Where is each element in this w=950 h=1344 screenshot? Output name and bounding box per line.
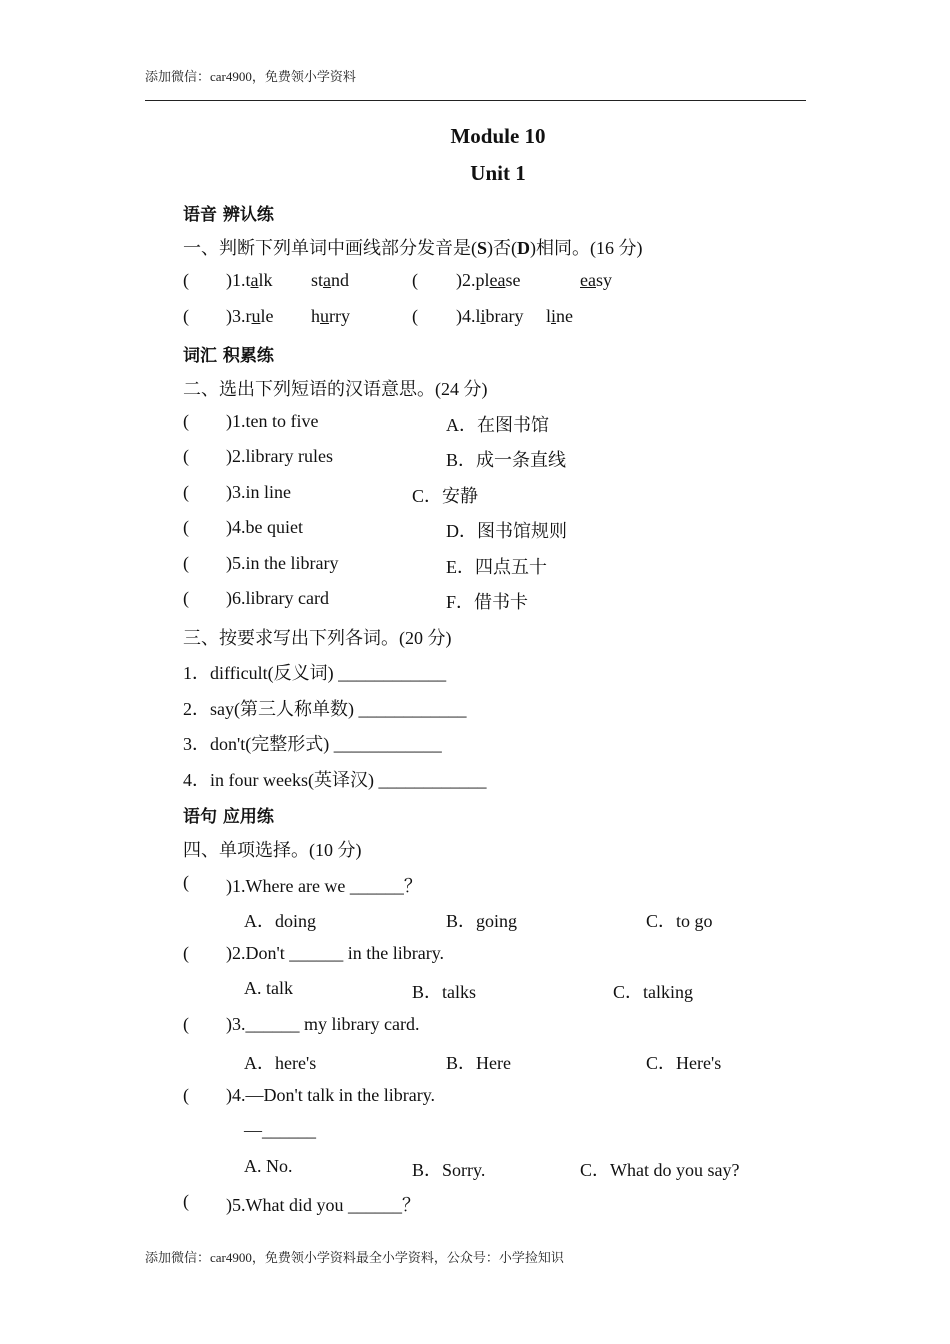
question-4: )4.—Don't talk in the library. bbox=[226, 1085, 436, 1105]
phonics-item-4-word1: )4.library bbox=[456, 306, 524, 326]
instruction-1: 一、判断下列单词中画线部分发音是(S)否(D)相同。(16 分) bbox=[183, 238, 643, 258]
meaning-f: F．借书卡 bbox=[446, 592, 529, 612]
section-heading-vocab: 词汇 积累练 bbox=[183, 346, 274, 366]
paren-4-3: ( bbox=[183, 1014, 189, 1034]
paren-1-3: ( bbox=[183, 306, 189, 326]
q1-option-c: C．to go bbox=[646, 911, 713, 931]
paren-2-6: ( bbox=[183, 588, 189, 608]
paren-4-5: ( bbox=[183, 1191, 189, 1211]
question-2: )2.Don't ______ in the library. bbox=[226, 943, 445, 963]
question-1: )1.Where are we ______？ bbox=[226, 876, 422, 896]
phrase-6: )6.library card bbox=[226, 588, 329, 608]
phrase-3: )3.in line bbox=[226, 482, 291, 502]
meaning-b: B．成一条直线 bbox=[446, 450, 567, 470]
phonics-item-2-word2: easy bbox=[580, 270, 612, 290]
paren-4-4: ( bbox=[183, 1085, 189, 1105]
phrase-5: )5.in the library bbox=[226, 553, 339, 573]
phrase-4: )4.be quiet bbox=[226, 517, 303, 537]
phonics-item-1-word1: )1.talk bbox=[226, 270, 273, 290]
word-task-1: 1．difficult(反义词) ____________ bbox=[183, 663, 447, 683]
paren-2-3: ( bbox=[183, 482, 189, 502]
q4-option-c: C．What do you say? bbox=[580, 1160, 740, 1180]
instruction-4: 四、单项选择。(10 分) bbox=[183, 840, 362, 860]
paren-2-5: ( bbox=[183, 553, 189, 573]
word-task-2: 2．say(第三人称单数) ____________ bbox=[183, 699, 467, 719]
phonics-item-3-word1: )3.rule bbox=[226, 306, 274, 326]
paren-2-2: ( bbox=[183, 446, 189, 466]
q2-option-c: C．talking bbox=[613, 982, 693, 1002]
unit-title: Unit 1 bbox=[470, 161, 526, 185]
page-footer: 添加微信：car4900，免费领小学资料最全小学资料，公众号：小学捡知识 bbox=[145, 1250, 564, 1265]
instruction-2: 二、选出下列短语的汉语意思。(24 分) bbox=[183, 379, 488, 399]
phonics-item-3-word2: hurry bbox=[311, 306, 350, 326]
q3-option-a: A．here's bbox=[244, 1053, 317, 1073]
q1-option-a: A．doing bbox=[244, 911, 316, 931]
meaning-e: E．四点五十 bbox=[446, 557, 547, 577]
phonics-item-2-word1: )2.please bbox=[456, 270, 521, 290]
page-header: 添加微信：car4900，免费领小学资料 bbox=[145, 69, 356, 84]
q4-option-b: B．Sorry. bbox=[412, 1160, 486, 1180]
meaning-d: D．图书馆规则 bbox=[446, 521, 567, 541]
module-title: Module 10 bbox=[450, 124, 546, 148]
q3-option-c: C．Here's bbox=[646, 1053, 722, 1073]
word-task-3: 3．don't(完整形式) ____________ bbox=[183, 734, 442, 754]
paren-2-1: ( bbox=[183, 411, 189, 431]
phonics-item-1-word2: stand bbox=[311, 270, 350, 290]
section-heading-phonics: 语音 辨认练 bbox=[183, 205, 274, 225]
question-5: )5.What did you ______？ bbox=[226, 1195, 420, 1215]
q1-option-b: B．going bbox=[446, 911, 518, 931]
instruction-3: 三、按要求写出下列各词。(20 分) bbox=[183, 628, 452, 648]
paren-4-1: ( bbox=[183, 872, 189, 892]
paren-4-2: ( bbox=[183, 943, 189, 963]
paren-1-2: ( bbox=[412, 270, 418, 290]
section-heading-sentences: 语句 应用练 bbox=[183, 807, 274, 827]
question-3: )3.______ my library card. bbox=[226, 1014, 420, 1034]
word-task-4: 4．in four weeks(英译汉) ____________ bbox=[183, 770, 487, 790]
q2-option-a: A. talk bbox=[244, 978, 293, 998]
phrase-2: )2.library rules bbox=[226, 446, 333, 466]
phrase-1: )1.ten to five bbox=[226, 411, 319, 431]
q2-option-b: B．talks bbox=[412, 982, 477, 1002]
q3-option-b: B．Here bbox=[446, 1053, 511, 1073]
paren-1-4: ( bbox=[412, 306, 418, 326]
phonics-item-4-word2: line bbox=[546, 306, 574, 326]
paren-2-4: ( bbox=[183, 517, 189, 537]
header-rule bbox=[145, 100, 806, 101]
q4-option-a: A. No. bbox=[244, 1156, 293, 1176]
meaning-a: A．在图书馆 bbox=[446, 415, 549, 435]
paren-1-1: ( bbox=[183, 270, 189, 290]
question-4-reply: —______ bbox=[244, 1120, 316, 1140]
meaning-c: C．安静 bbox=[412, 486, 479, 506]
